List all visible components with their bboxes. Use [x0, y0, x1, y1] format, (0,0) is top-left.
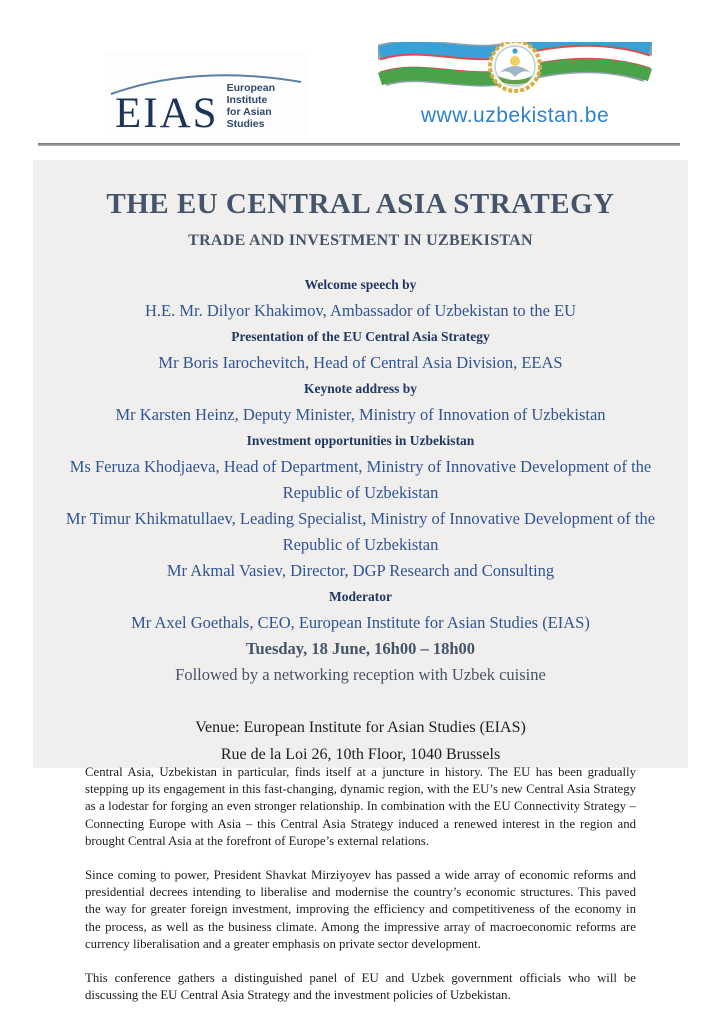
program-line-speaker: Mr Akmal Vasiev, Director, DGP Research and Consulting [166, 561, 555, 580]
eias-institute-name [227, 82, 307, 130]
program-line-note: Followed by a networking reception with Uzbek cuisine [175, 665, 546, 684]
program-line-speaker: Mr Axel Goethals, CEO, European Institute for Asian Studies (EIAS) [131, 613, 590, 632]
program-line-heading: Welcome speech by [304, 277, 417, 292]
eias-name-line1: European Institute [226, 82, 275, 106]
venue-name: Venue: European Institute for Asian Studies (EIAS) [195, 719, 526, 736]
uzbekistan-website-link[interactable]: www.uzbekistan.be [420, 104, 610, 127]
program-line-speaker: Mr Boris Iarochevitch, Head of Central Asia Division, EEAS [158, 353, 563, 372]
event-panel [33, 160, 688, 768]
program-line-datetime: Tuesday, 18 June, 16h00 – 18h00 [245, 639, 476, 658]
program-line-heading: Investment opportunities in Uzbekistan [246, 433, 475, 448]
venue-address: Rue de la Loi 26, 10th Floor, 1040 Brussels [220, 746, 501, 763]
program-line-speaker: H.E. Mr. Dilyor Khakimov, Ambassador of Uzbekistan to the EU [144, 301, 577, 320]
event-title: THE EU CENTRAL ASIA STRATEGY [106, 188, 615, 220]
eias-logo [105, 52, 307, 136]
description-paragraphs [85, 764, 636, 1019]
description-paragraph: This conference gathers a distinguished panel of EU and Uzbek government officials who will be discussing the EU Central Asia Strategy and the investment policies of Uzbekistan. [85, 971, 636, 1003]
program-line-speaker: Mr Timur Khikmatullaev, Leading Specialist, Ministry of Innovative Development of the Republic of Uzbekistan [65, 509, 656, 554]
program-line-heading: Keynote address by [303, 381, 417, 396]
event-subtitle: TRADE AND INVESTMENT IN UZBEKISTAN [188, 232, 533, 249]
program-line-speaker: Mr Karsten Heinz, Deputy Minister, Ministry of Innovation of Uzbekistan [115, 405, 606, 424]
header-divider [38, 143, 680, 146]
program-line-heading: Presentation of the EU Central Asia Strategy [231, 329, 490, 344]
uzbekistan-flag-ribbon-icon [378, 42, 652, 98]
eias-name-line2: for Asian Studies [226, 106, 272, 130]
description-paragraph: Central Asia, Uzbekistan in particular, finds itself at a juncture in history. The EU has been gradually stepping up its engagement in this fast-changing, dynamic region, with the EU’s new Central Asia Strategy as a lodestar for forging an even stronger relationship. In combination with the EU Connectivity Strategy – Connecting Europe with Asia – this Central Asia Strategy induced a renewed interest in the region and brought Central Asia at the forefront of Europe’s external relations. [85, 765, 636, 848]
program-list [55, 272, 667, 688]
program-line-speaker: Ms Feruza Khodjaeva, Head of Department, Ministry of Innovative Development of the Republic of Uzbekistan [69, 457, 652, 502]
eias-acronym: EIAS [115, 90, 219, 137]
venue-block [33, 714, 688, 768]
uzbekistan-logo [378, 42, 652, 128]
program-line-heading: Moderator [329, 589, 392, 604]
uzbekistan-state-emblem-icon [490, 42, 540, 91]
description-paragraph: Since coming to power, President Shavkat Mirziyoyev has passed a wide array of economic reforms and presidential decrees intending to liberalise and modernise the country’s economic structures. This paved the way for greater foreign investment, improving the efficiency and competitiveness of the economy in the process, as well as the business climate. Among the impressive array of macroeconomic reforms are currency liberalisation and a greater emphasis on private sector development. [85, 868, 636, 951]
